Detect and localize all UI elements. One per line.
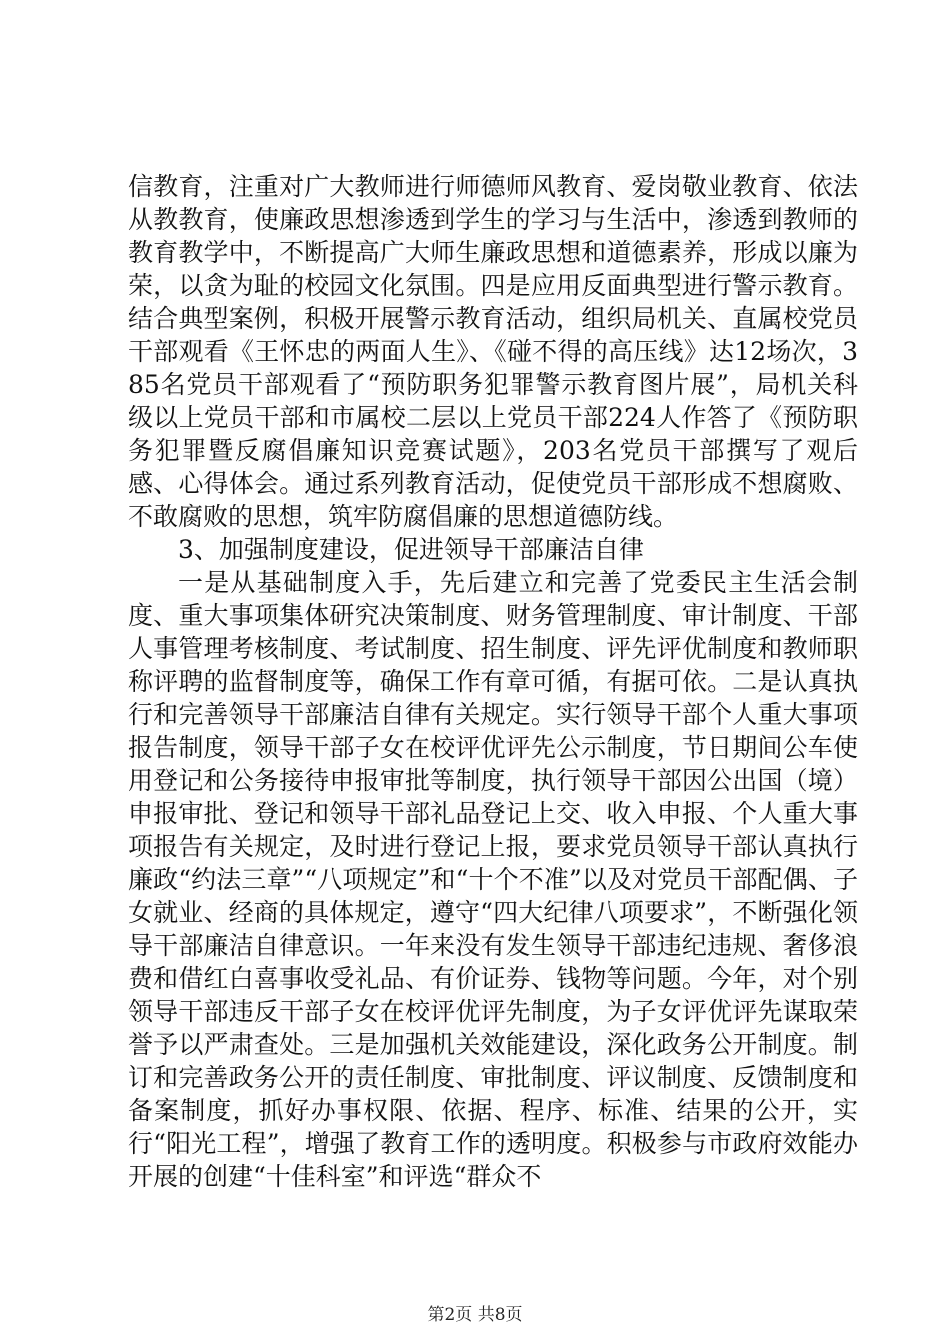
paragraph-education: 信教育，注重对广大教师进行师德师风教育、爱岗敬业教育、依法从教教育，使廉政思想渗透到学生的学习与生活中，渗透到教师的教育教学中，不断提高广大师生廉政思想和道德素养，形成以廉为荣，以贪为耻的校园文化氛围。四是应用反面典型进行警示教育。结合典型案例，积极开展警示教育活动，组织局机关、直属校党员干部观看《王怀忠的两面人生》、《碰不得的高压线》达12场次，385名党员干部观看了“预防职务犯罪警示教育图片展”，局机关科级以上党员干部和市属校二层以上党员干部224人作答了《预防职务犯罪暨反腐倡廉知识竞赛试题》，203名党员干部撰写了观后感、心得体会。通过系列教育活动，促使党员干部形成不想腐败、不敢腐败的思想，筑牢防腐倡廉的思想道德防线。 bbox=[128, 172, 858, 531]
section-heading: 3、加强制度建设，促进领导干部廉洁自律 bbox=[178, 535, 644, 564]
page-footer: 第2页 共8页 bbox=[427, 1305, 523, 1325]
paragraph-system-building: 一是从基础制度入手，先后建立和完善了党委民主生活会制度、重大事项集体研究决策制度、财务管理制度、审计制度、干部人事管理考核制度、考试制度、招生制度、评先评优制度和教师职称评聘的监督制度等，确保工作有章可循，有据可依。二是认真执行和完善领导干部廉洁自律有关规定。实行领导干部个人重大事项报告制度，领导干部子女在校评优评先公示制度，节日期间公车使用登记和公务接待申报审批等制度，执行领导干部因公出国（境）申报审批、登记和领导干部礼品登记上交、收入申报、个人重大事项报告有关规定，及时进行登记上报，要求党员领导干部认真执行廉政“约法三章”“八项规定”和“十个不准”以及对党员干部配偶、子女就业、经商的具体规定，遵守“四大纪律八项要求”，不断强化领导干部廉洁自律意识。一年来没有发生领导干部违纪违规、奢侈浪费和借红白喜事收受礼品、有价证券、钱物等问题。今年，对个别领导干部违反干部子女在校评优评先制度，为子女评优评先谋取荣誉予以严肃查处。三是加强机关效能建设，深化政务公开制度。制订和完善政务公开的责任制度、审批制度、评议制度、反馈制度和备案制度，抓好办事权限、依据、程序、标准、结果的公开，实行“阳光工程”，增强了教育工作的透明度。积极参与市政府效能办开展的创建“十佳科室”和评选“群众不 bbox=[128, 568, 858, 1191]
body-text bbox=[128, 170, 858, 1193]
